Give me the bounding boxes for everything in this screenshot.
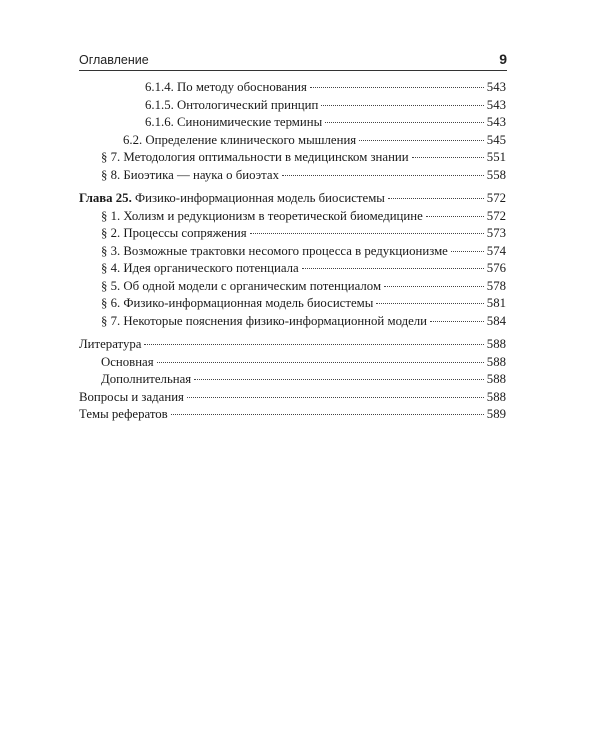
toc-entry-page: 588 — [486, 354, 506, 369]
toc-entry-page: 572 — [486, 191, 506, 205]
toc-entry-page: 572 — [486, 208, 506, 223]
toc-entry-page: 589 — [486, 407, 506, 421]
dot-leader — [250, 232, 484, 234]
toc-entry[interactable] — [79, 260, 506, 278]
toc-entry-label: § 5. Об одной модели с органическим потенциалом — [101, 278, 382, 293]
chapter-title: Физико-информационная модель биосистемы — [134, 191, 385, 205]
toc-entry-page: 581 — [486, 296, 506, 310]
header-rule — [79, 70, 507, 71]
toc-entry-label: Литература — [79, 337, 142, 351]
toc-entry-page: 576 — [486, 261, 506, 275]
toc-entry-page: 588 — [486, 337, 506, 351]
chapter-prefix: Глава 25. — [79, 191, 132, 205]
toc-entry-page: 558 — [486, 167, 506, 182]
dot-leader — [187, 396, 484, 398]
toc-entry-page: 574 — [486, 243, 506, 258]
toc-group-backmatter — [79, 336, 506, 424]
dot-leader — [144, 343, 483, 345]
toc-entry[interactable] — [79, 278, 506, 296]
toc-entry-page: 545 — [486, 132, 506, 147]
toc-entry-label: § 1. Холизм и редукционизм в теоретической биомедицине — [101, 208, 423, 223]
toc-entry-page: 543 — [486, 97, 506, 112]
dot-leader — [157, 361, 484, 363]
dot-leader — [171, 413, 484, 415]
toc-entry-label: Основная — [101, 354, 154, 369]
toc-entry[interactable] — [79, 225, 506, 243]
toc-entry-label: Вопросы и задания — [79, 389, 184, 404]
toc-entry-label: § 6. Физико-информационная модель биосистемы — [101, 296, 374, 310]
toc-entry-page: 543 — [486, 115, 506, 129]
toc-entry[interactable] — [79, 114, 506, 132]
toc-entry[interactable] — [79, 354, 506, 372]
toc-entry-label: § 4. Идея органического потенциала — [101, 261, 299, 275]
dot-leader — [302, 267, 484, 269]
toc-entry[interactable] — [79, 389, 506, 407]
table-of-contents — [79, 79, 506, 424]
dot-leader — [325, 121, 484, 123]
toc-entry[interactable] — [79, 243, 506, 261]
dot-leader — [321, 104, 483, 106]
toc-entry[interactable] — [79, 132, 506, 150]
toc-entry-page: 588 — [486, 389, 506, 404]
toc-entry[interactable] — [79, 295, 506, 313]
page-number: 9 — [499, 51, 507, 67]
dot-leader — [384, 285, 484, 287]
toc-entry[interactable] — [79, 371, 506, 389]
toc-entry-page: 588 — [486, 372, 506, 386]
toc-entry-label: 6.1.4. По методу обоснования — [145, 80, 307, 94]
toc-entry[interactable] — [79, 336, 506, 354]
toc-entry-label: § 7. Методология оптимальности в медицинском знании — [101, 150, 409, 164]
toc-entry-page: 543 — [486, 80, 506, 94]
toc-entry-page: 551 — [486, 150, 506, 164]
toc-entry-label: 6.1.6. Синонимические термины — [145, 115, 323, 129]
toc-entry-page: 573 — [486, 226, 506, 240]
toc-entry[interactable] — [79, 406, 506, 424]
toc-entry[interactable] — [79, 208, 506, 226]
toc-entry-label: 6.1.5. Онтологический принцип — [145, 97, 319, 112]
dot-leader — [426, 215, 484, 217]
toc-entry-label: § 3. Возможные трактовки несомого процесса в редукционизме — [101, 243, 448, 258]
toc-chapter-label — [79, 190, 385, 208]
toc-entry[interactable] — [79, 97, 506, 115]
toc-entry-page: 578 — [486, 278, 506, 293]
dot-leader — [359, 139, 484, 141]
running-title: Оглавление — [79, 53, 149, 67]
toc-entry[interactable] — [79, 149, 506, 167]
dot-leader — [194, 378, 484, 380]
dot-leader — [412, 156, 484, 158]
dot-leader — [282, 174, 484, 176]
toc-entry-label: Темы рефератов — [79, 407, 168, 421]
toc-entry-label: § 8. Биоэтика — наука о биоэтах — [101, 167, 279, 182]
dot-leader — [430, 320, 484, 322]
toc-group-chapter-25 — [79, 190, 506, 330]
dot-leader — [388, 197, 484, 199]
toc-group-chapter-24-continued — [79, 79, 506, 184]
toc-entry-label: Дополнительная — [101, 372, 192, 386]
dot-leader — [310, 86, 484, 88]
dot-leader — [376, 302, 483, 304]
toc-entry[interactable] — [79, 79, 506, 97]
toc-entry-page: 584 — [486, 313, 506, 328]
toc-chapter-entry[interactable] — [79, 190, 506, 208]
toc-entry[interactable] — [79, 313, 506, 331]
toc-entry[interactable] — [79, 167, 506, 185]
toc-entry-label: § 2. Процессы сопряжения — [101, 226, 247, 240]
toc-entry-label: 6.2. Определение клинического мышления — [123, 132, 357, 147]
toc-entry-label: § 7. Некоторые пояснения физико-информационной модели — [101, 313, 428, 328]
dot-leader — [451, 250, 484, 252]
